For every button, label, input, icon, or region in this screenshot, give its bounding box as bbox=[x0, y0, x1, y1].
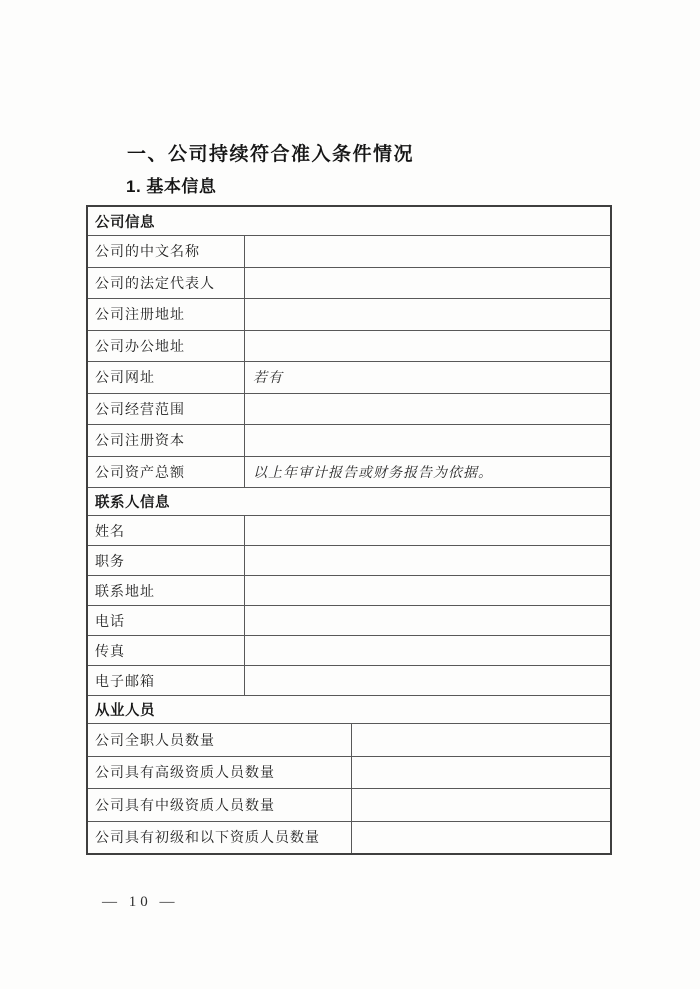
section-header-row bbox=[88, 207, 610, 235]
row-label: 公司具有初级和以下资质人员数量 bbox=[88, 822, 352, 854]
table-row bbox=[88, 456, 610, 488]
table-row bbox=[88, 821, 610, 854]
table-row bbox=[88, 298, 610, 330]
row-value bbox=[352, 757, 610, 789]
table-row bbox=[88, 635, 610, 665]
table-row bbox=[88, 605, 610, 635]
row-label: 公司全职人员数量 bbox=[88, 724, 352, 756]
row-label: 公司资产总额 bbox=[88, 457, 245, 488]
row-label: 公司经营范围 bbox=[88, 394, 245, 425]
row-label: 公司网址 bbox=[88, 362, 245, 393]
row-label: 公司注册资本 bbox=[88, 425, 245, 456]
table-row bbox=[88, 393, 610, 425]
table-row bbox=[88, 330, 610, 362]
table-row bbox=[88, 361, 610, 393]
row-value bbox=[245, 636, 610, 665]
row-label: 电话 bbox=[88, 606, 245, 635]
table-row bbox=[88, 575, 610, 605]
table-row bbox=[88, 545, 610, 575]
basic-info-table bbox=[86, 205, 612, 855]
row-label: 电子邮箱 bbox=[88, 666, 245, 695]
section-header-row bbox=[88, 695, 610, 723]
table-row bbox=[88, 515, 610, 545]
table-row bbox=[88, 424, 610, 456]
row-value bbox=[245, 576, 610, 605]
row-value bbox=[352, 724, 610, 756]
row-value bbox=[245, 268, 610, 299]
section-header-row bbox=[88, 487, 610, 515]
row-value bbox=[245, 546, 610, 575]
row-value bbox=[245, 516, 610, 545]
table-row bbox=[88, 788, 610, 821]
row-value bbox=[245, 666, 610, 695]
row-label: 公司注册地址 bbox=[88, 299, 245, 330]
row-value-note: 若有 bbox=[253, 371, 283, 387]
section-header-label: 公司信息 bbox=[95, 214, 155, 231]
row-label: 传真 bbox=[88, 636, 245, 665]
subsection-heading: 1. 基本信息 bbox=[126, 177, 217, 196]
row-label: 公司办公地址 bbox=[88, 331, 245, 362]
row-value-note: 以上年审计报告或财务报告为依据。 bbox=[253, 465, 493, 481]
row-label: 公司的法定代表人 bbox=[88, 268, 245, 299]
table-row bbox=[88, 756, 610, 789]
row-value bbox=[245, 425, 610, 456]
row-value bbox=[245, 331, 610, 362]
table-row bbox=[88, 267, 610, 299]
row-value bbox=[245, 236, 610, 267]
section-header-label: 从业人员 bbox=[95, 703, 155, 719]
row-label: 公司具有中级资质人员数量 bbox=[88, 789, 352, 821]
row-value bbox=[352, 789, 610, 821]
row-label: 公司具有高级资质人员数量 bbox=[88, 757, 352, 789]
row-label: 公司的中文名称 bbox=[88, 236, 245, 267]
section-header-label: 联系人信息 bbox=[95, 495, 170, 511]
page-number: — 10 — bbox=[102, 894, 179, 910]
row-value bbox=[245, 299, 610, 330]
row-label: 职务 bbox=[88, 546, 245, 575]
row-value bbox=[352, 822, 610, 854]
section-heading: 一、公司持续符合准入条件情况 bbox=[127, 144, 415, 165]
row-value bbox=[245, 606, 610, 635]
row-label: 姓名 bbox=[88, 516, 245, 545]
table-row bbox=[88, 665, 610, 695]
table-row bbox=[88, 235, 610, 267]
row-value bbox=[245, 394, 610, 425]
table-row bbox=[88, 723, 610, 756]
row-label: 联系地址 bbox=[88, 576, 245, 605]
